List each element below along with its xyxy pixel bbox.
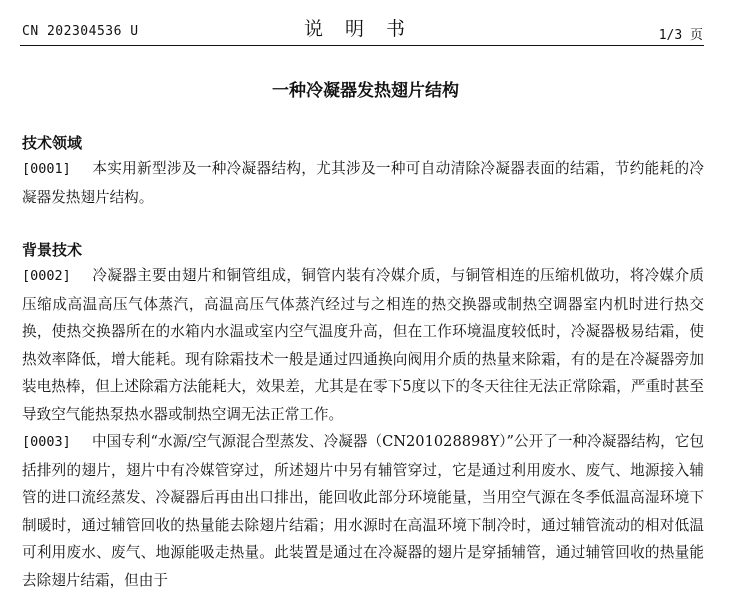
paragraph-0003 bbox=[22, 428, 704, 594]
header-rule bbox=[20, 45, 704, 46]
page-header bbox=[0, 0, 731, 46]
paragraph-text: 冷凝器主要由翅片和铜管组成，铜管内装有冷媒介质，与铜管相连的压缩机做功，将冷媒介质压缩成高温高压气体蒸汽，高温高压气体蒸汽经过与之相连的热交换器或制热空调器室内机时进行热交换，使热交换器所在的水箱内水温或室内空气温度升高，但在工作环境温度较低时，冷凝器极易结霜，使热效率降低，增大能耗。现有除霜技术一般是通过四通换向阀用介质的热量来除霜，有的是在冷凝器旁加装电热棒，但上述除霜方法能耗大，效果差，尤其是在零下5度以下的冬天往往无法正常除霜，严重时甚至导致空气能热泵热水器或制热空调无法正常工作。 bbox=[22, 267, 704, 423]
section-heading-tech-field: 技术领域 bbox=[22, 134, 83, 152]
section-heading-background: 背景技术 bbox=[22, 241, 83, 259]
paragraph-number: [0002] bbox=[22, 268, 71, 284]
paragraph-0002 bbox=[22, 262, 704, 428]
document-kind: 说明书 bbox=[303, 18, 427, 40]
section-gap bbox=[22, 211, 704, 238]
paragraph-text: 中国专利“水源/空气源混合型蒸发、冷凝器（CN201028898Y）”公开了一种冷凝器结构，它包括排列的翅片，翅片中有冷媒管穿过，所述翅片中另有辅管穿过，它是通过利用废水、废气、地源接入辅管的进口流经蒸发、冷凝器后再由出口排出，能回收此部分环境能量，当用空气源在冬季低温高湿环境下制暖时，通过辅管回收的热量能去除翅片结霜；用水源时在高温环境下制冷时，通过辅管流动的相对低温可利用废水、废气、地源能吸走热量。此装置是通过在冷凝器的翅片是穿插辅管，通过辅管回收的热量能去除翅片结霜，但由于 bbox=[22, 433, 704, 589]
document-title: 一种冷凝器发热翅片结构 bbox=[272, 81, 459, 101]
paragraph-text: 本实用新型涉及一种冷凝器结构，尤其涉及一种可自动清除冷凝器表面的结霜，节约能耗的冷凝器发热翅片结构。 bbox=[22, 160, 704, 206]
paragraph-0001 bbox=[22, 155, 704, 211]
paragraph-number: [0001] bbox=[22, 161, 71, 177]
page-number: 1/3 页 bbox=[658, 28, 703, 43]
publication-number: CN 202304536 U bbox=[22, 24, 139, 39]
paragraph-number: [0003] bbox=[22, 434, 71, 450]
document-body bbox=[22, 131, 704, 594]
